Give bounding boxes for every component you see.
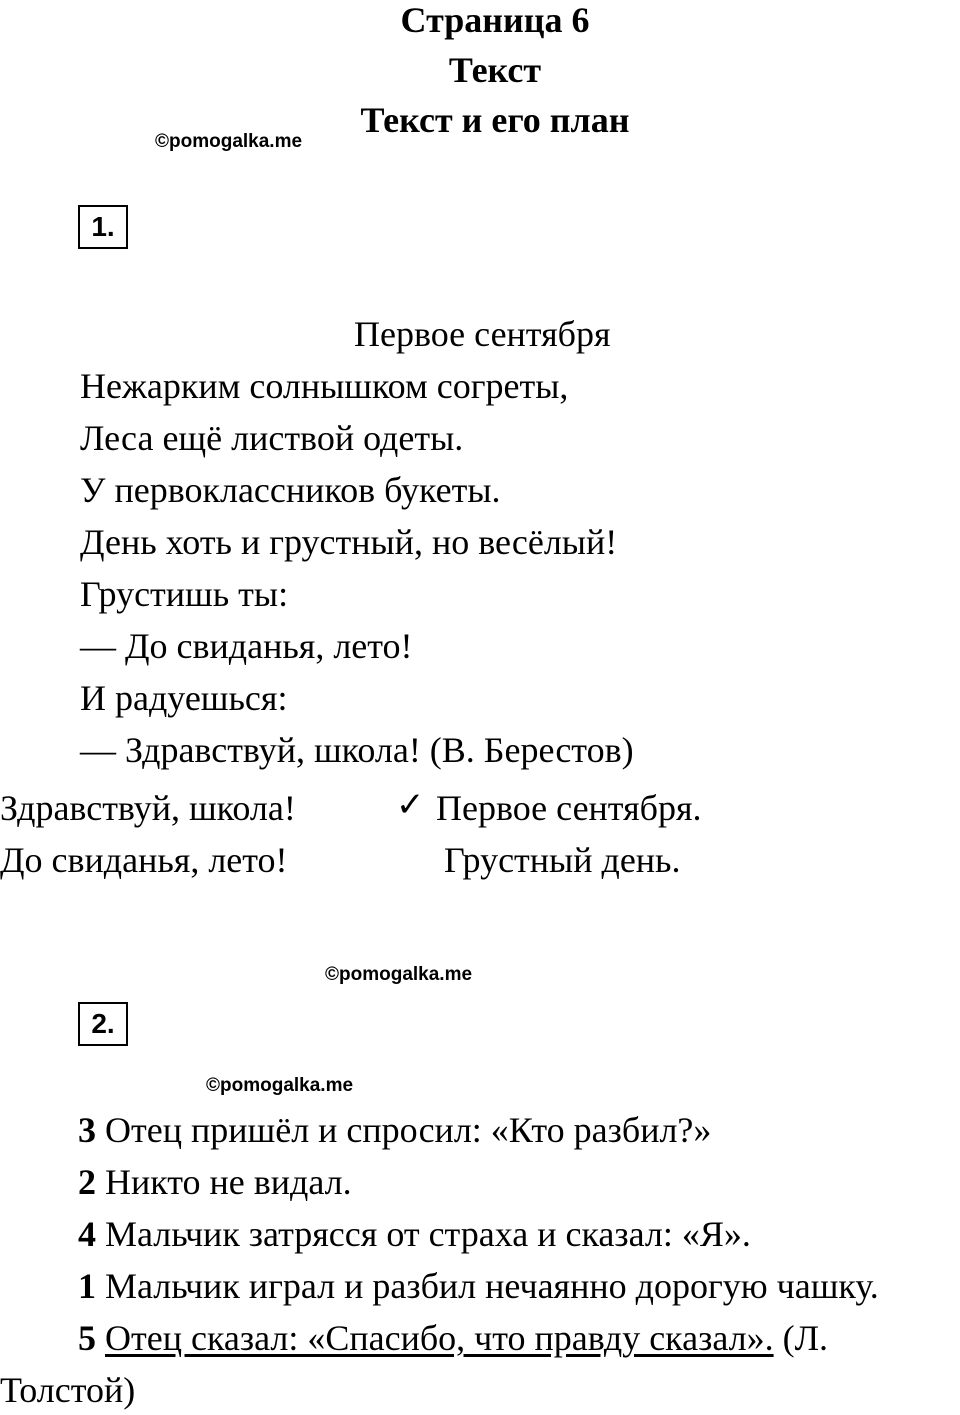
plan-item-number: 4 (78, 1214, 96, 1254)
plan-item-continuation: Толстой) (0, 1370, 136, 1410)
poem-line: Нежарким солнышком согреты, (80, 366, 569, 406)
plan-item-number: 2 (78, 1162, 96, 1202)
poem-line: — До свиданья, лето! (80, 626, 413, 666)
poem-line: Грустишь ты: (80, 574, 289, 614)
plan-item-number: 5 (78, 1318, 96, 1358)
poem-line: День хоть и грустный, но весёлый! (80, 522, 618, 562)
task-2-number: 2. (78, 1002, 128, 1046)
section-title: Текст (448, 50, 542, 90)
option-right: Грустный день. (444, 840, 681, 880)
poem-line: И радуешься: (80, 678, 288, 718)
watermark: ©pomogalka.me (155, 131, 303, 152)
topic-title: Текст и его план (360, 100, 630, 140)
plan-item (78, 1320, 828, 1356)
page-label: Страница 6 (400, 0, 590, 40)
plan-item-tail: (Л. (773, 1318, 828, 1358)
plan-item-text: Мальчик играл и разбил нечаянно дорогую чашку. (105, 1266, 879, 1306)
poem-line: — Здравствуй, школа! (В. Берестов) (80, 730, 634, 770)
check-icon: ✓ (396, 785, 425, 825)
option-left: До свиданья, лето! (0, 840, 288, 880)
plan-item-text: Отец сказал: «Спасибо, что правду сказал». (105, 1318, 774, 1358)
plan-item-number: 1 (78, 1266, 96, 1306)
watermark: ©pomogalka.me (206, 1075, 354, 1096)
plan-item (78, 1164, 352, 1200)
option-left: Здравствуй, школа! (0, 788, 296, 828)
plan-item-text: Никто не видал. (105, 1162, 352, 1202)
task-1-number: 1. (78, 205, 128, 249)
poem-title: Первое сентября (354, 314, 611, 354)
poem-line: Леса ещё листвой одеты. (80, 418, 464, 458)
plan-item-number: 3 (78, 1110, 96, 1150)
option-right-selected: Первое сентября. (436, 788, 702, 828)
plan-item (78, 1112, 711, 1148)
plan-item-text: Мальчик затрясся от страха и сказал: «Я». (105, 1214, 751, 1254)
plan-item (78, 1268, 879, 1304)
plan-item-text: Отец пришёл и спросил: «Кто разбил?» (105, 1110, 712, 1150)
watermark: ©pomogalka.me (325, 964, 473, 985)
plan-item (78, 1216, 751, 1252)
poem-line: У первоклассников букеты. (80, 470, 501, 510)
